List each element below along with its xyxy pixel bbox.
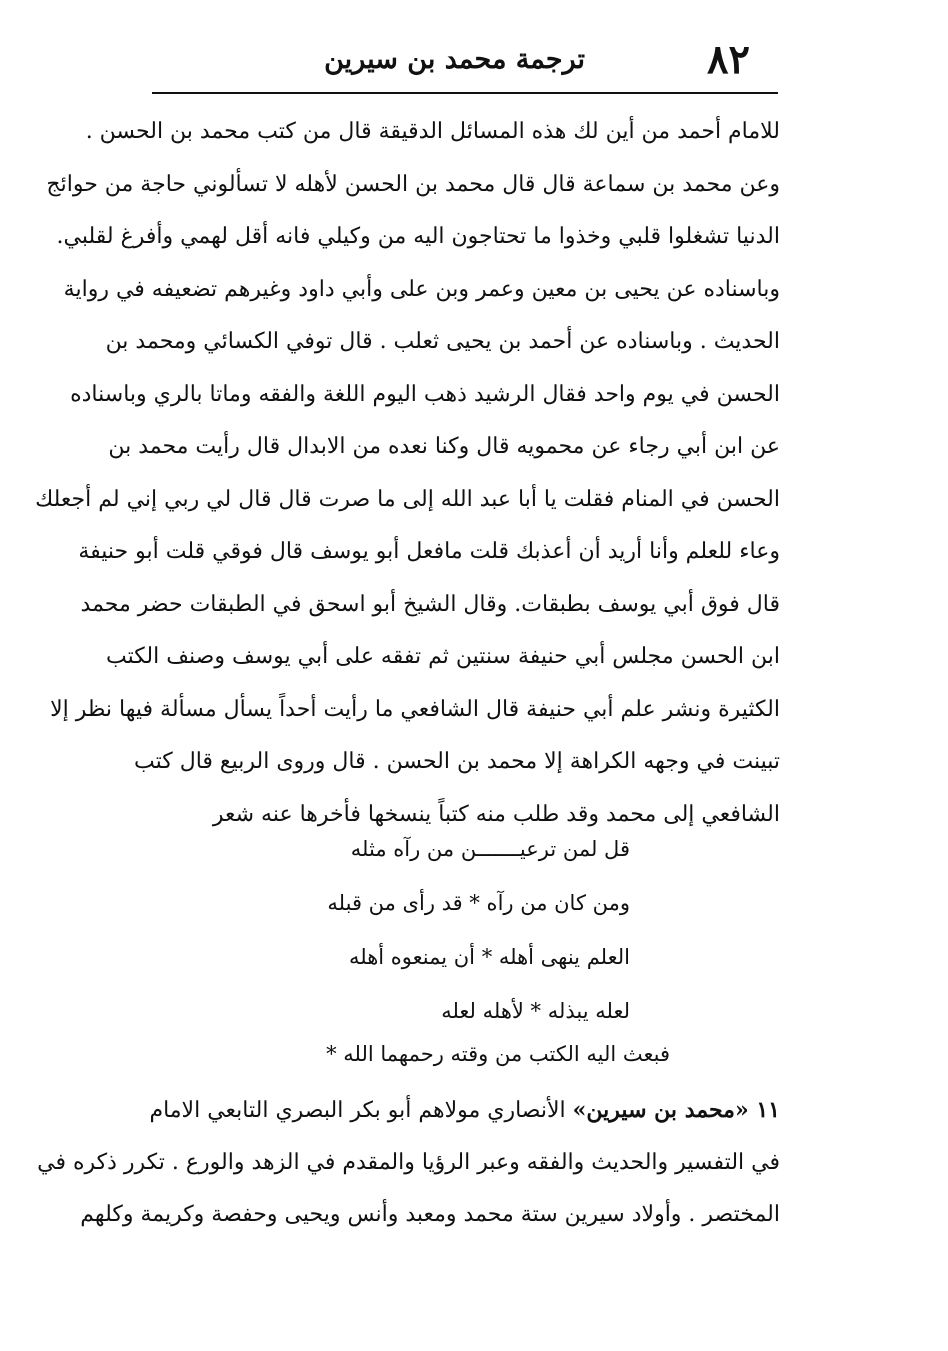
poem — [300, 822, 630, 1038]
page-header — [150, 30, 780, 90]
page-number: ٨٢ — [707, 36, 750, 83]
text-line: ابن الحسن مجلس أبي حنيفة سنتين ثم تفقه على أبي يوسف وصنف الكتب — [106, 644, 780, 669]
text-line: الحديث . وباسناده عن أحمد بن يحيى ثعلب . قال توفي الكسائي ومحمد بن — [105, 329, 780, 354]
biography-entry — [37, 1084, 780, 1242]
text-line: الكثيرة ونشر علم أبي حنيفة قال الشافعي ما رأيت أحداً يسأل مسألة فيها نظر إلا — [50, 696, 780, 722]
text-line: تبينت في وجهه الكراهة إلا محمد بن الحسن . قال وروى الربيع قال كتب — [134, 749, 780, 774]
text-line: وعاء للعلم وأنا أريد أن أعذبك قلت مافعل أبو يوسف قال فوقي قلت أبو حنيفة — [78, 539, 780, 564]
text-line: قال فوق أبي يوسف بطبقات. وقال الشيخ أبو اسحق في الطبقات حضر محمد — [80, 591, 780, 617]
entry-first-line — [150, 1084, 780, 1137]
text-line: وعن محمد بن سماعة قال قال محمد بن الحسن لأهله لا تسألوني حاجة من حوائج — [46, 171, 780, 197]
entry-heading: ١١ «محمد بن سيرين» — [572, 1097, 780, 1123]
text-line: وباسناده عن يحيى بن معين وعمر وبن على وأبي داود وغيرهم تضعيفه في رواية — [63, 276, 780, 302]
text-line: الحسن في يوم واحد فقال الرشيد ذهب اليوم اللغة والفقه وماتا بالري وباسناده — [70, 381, 780, 407]
entry-text: الأنصاري مولاهم أبو بكر البصري التابعي الامام — [149, 1098, 566, 1123]
running-title: ترجمة محمد بن سيرين — [324, 44, 585, 75]
poem-verse: قل لمن ترعيـــــــن من رآه مثله — [350, 837, 630, 861]
text-line: الحسن في المنام فقلت يا أبا عبد الله إلى ما صرت قال قال لي ربي إني لم أجعلك — [35, 486, 780, 512]
poem-verse: العلم ينهى أهله * أن يمنعوه أهله — [348, 945, 630, 969]
text-line: المختصر . وأولاد سيرين ستة محمد ومعبد وأنس ويحيى وحفصة وكريمة وكلهم — [80, 1202, 780, 1227]
main-paragraph — [35, 106, 780, 841]
text-line: الدنيا تشغلوا قلبي وخذوا ما تحتاجون اليه من وكيلي فانه أقل لهمي وأفرغ لقلبي. — [56, 224, 780, 249]
poem-verse: لعله يبذله * لأهله لعله — [441, 999, 630, 1023]
text-line: في التفسير والحديث والفقه وعبر الرؤيا والمقدم في الزهد والورع . تكرر ذكره في — [37, 1149, 780, 1175]
closing-line: فبعث اليه الكتب من وقته رحمهما الله * — [326, 1042, 670, 1066]
text-line: الشافعي إلى محمد وقد طلب منه كتباً ينسخها فأخرها عنه شعر — [212, 801, 780, 827]
text-line: للامام أحمد من أين لك هذه المسائل الدقيقة قال من كتب محمد بن الحسن . — [85, 119, 780, 144]
text-line: عن ابن أبي رجاء عن محمويه قال وكنا نعده من الابدال قال رأيت محمد بن — [108, 434, 780, 459]
poem-verse: ومن كان من رآه * قد رأى من قبله — [327, 891, 630, 915]
header-rule — [152, 92, 778, 94]
